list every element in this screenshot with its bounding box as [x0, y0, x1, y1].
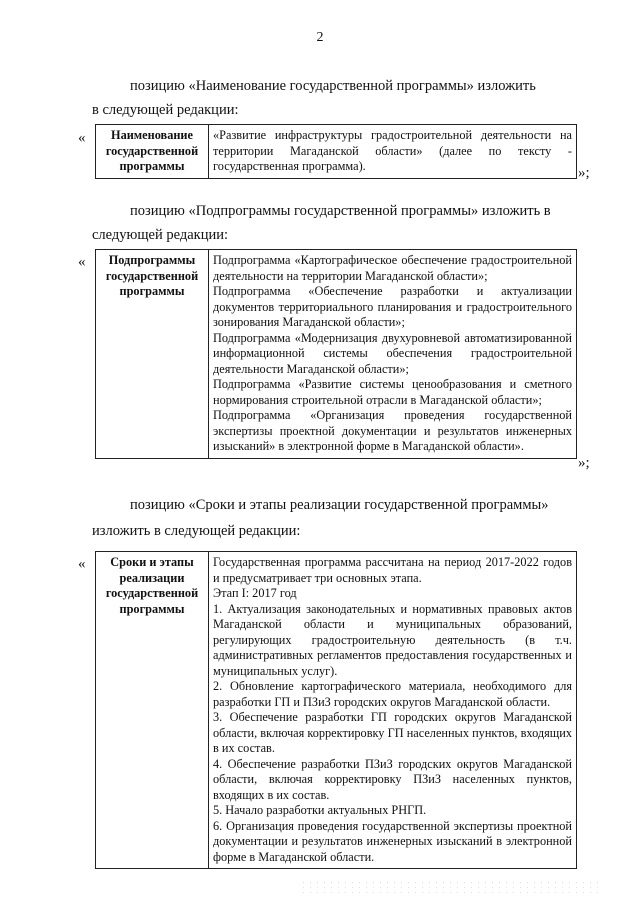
stage-item: 2. Обновление картографического материала, необходимого для разработки ГП и ПЗиЗ городских округов Магаданской области. — [213, 679, 572, 709]
section1-open-quote: « — [78, 130, 86, 146]
section1-head: Наименование государственной программы — [96, 125, 209, 179]
page-number: 2 — [316, 30, 324, 45]
scan-noise — [300, 880, 600, 894]
section1-body: «Развитие инфраструктуры градостроительной деятельности на территории Магаданской области» (далее по тексту - государственная программа). — [209, 125, 577, 179]
section2-open-quote: « — [78, 254, 86, 270]
stage-item: 1. Актуализация законодательных и нормативных правовых актов Магаданской области и муниципальных образований, регулирующих градостроительную деятельность (в т.ч. административных регламентов предоставления государственных и муниципальных услуг). — [213, 601, 572, 678]
subprogram-item: Подпрограмма «Обеспечение разработки и актуализации документов территориального планирования и градостроительного зонирования Магаданской области»; — [213, 284, 572, 329]
section2-close-quote: »; — [578, 455, 590, 471]
section2-intro-line2: следующей редакции: — [92, 227, 229, 243]
subprogram-item: Подпрограмма «Организация проведения государственной экспертизы проектной документации и результатов инженерных изысканий» в электронной форме в Магаданской области». — [213, 408, 572, 453]
subprogram-item: Подпрограмма «Развитие системы ценообразования и сметного нормирования строительной отрасли в Магаданской области»; — [213, 377, 572, 407]
stage-item: 5. Начало разработки актуальных РНГП. — [213, 803, 427, 817]
section2-head: Подпрограммы государственной программы — [96, 250, 209, 459]
section2-body — [209, 250, 577, 459]
section3-open-quote: « — [78, 556, 86, 572]
section3-head: Сроки и этапы реализации государственной программы — [96, 552, 209, 869]
section3-intro-line2: изложить в следующей редакции: — [92, 523, 301, 539]
stage-item: Этап I: 2017 год — [213, 586, 297, 600]
stage-item: 4. Обеспечение разработки ПЗиЗ городских округов Магаданской области, включая корректировку ПЗиЗ населенных пунктов, входящих в их состав. — [213, 756, 572, 802]
section1-close-quote: »; — [578, 165, 590, 181]
subprogram-item: Подпрограмма «Картографическое обеспечение градостроительной деятельности на территории Магаданской области»; — [213, 253, 572, 283]
section1-intro-line1: позицию «Наименование государственной программы» изложить — [130, 78, 536, 94]
section3-intro-line1: позицию «Сроки и этапы реализации государственной программы» — [130, 497, 549, 513]
section1-table — [95, 124, 577, 179]
stage-item: Государственная программа рассчитана на период 2017-2022 годов и предусматривает три основных этапа. — [213, 555, 572, 585]
section3-body — [209, 552, 577, 869]
section3-table — [95, 551, 577, 869]
subprogram-item: Подпрограмма «Модернизация двухуровневой автоматизированной информационной системы обеспечения градостроительной деятельности Магаданской области»; — [213, 330, 572, 376]
stage-item: 3. Обеспечение разработки ГП городских округов Магаданской области, включая корректировку ГП населенных пунктов, входящих в их состав. — [213, 710, 572, 755]
stage-item: 6. Организация проведения государственной экспертизы проектной документации и результатов инженерных изысканий в электронной форме в Магаданской области. — [213, 818, 572, 864]
section1-intro-line2: в следующей редакции: — [92, 102, 239, 118]
section2-table — [95, 249, 577, 459]
section2-intro-line1: позицию «Подпрограммы государственной программы» изложить в — [130, 203, 551, 219]
